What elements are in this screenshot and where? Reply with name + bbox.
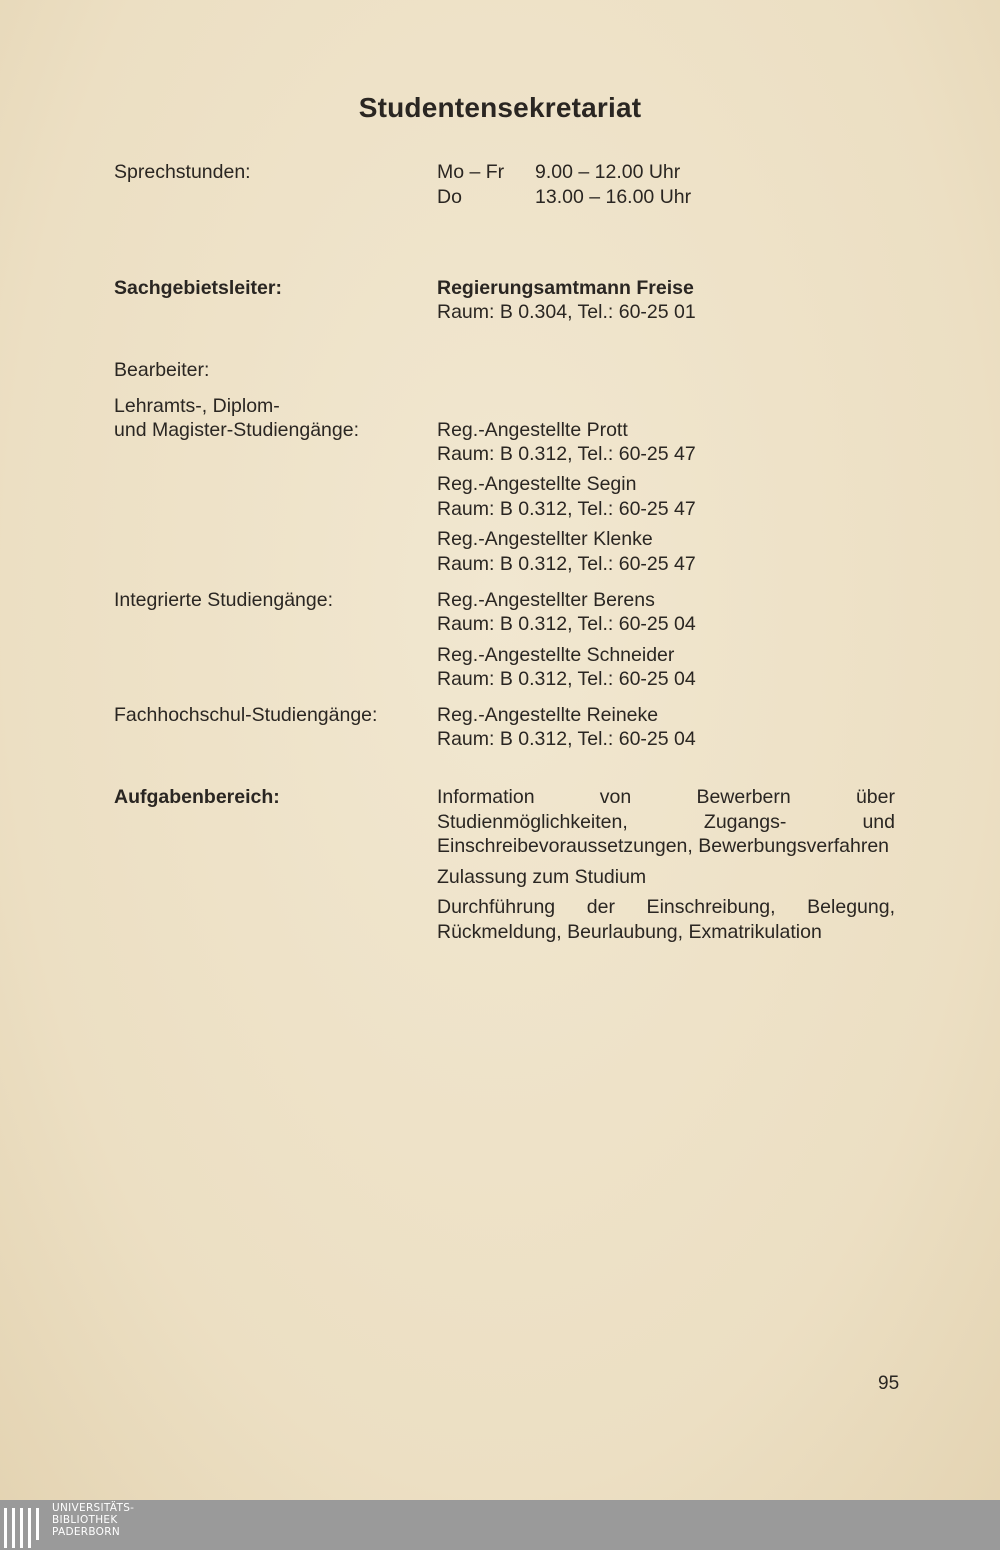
staff-name: Reg.-Angestellter Klenke — [437, 528, 653, 550]
office-hours-time: 9.00 – 12.00 Uhr — [535, 161, 681, 183]
task-item: Durchführung der Einschreibung, Belegung, Rückmeldung, Beurlaubung, Exmatrikulation — [437, 896, 895, 943]
logo-line: UNIVERSITÄTS- — [52, 1502, 135, 1514]
head-label: Sachgebietsleiter: — [114, 277, 282, 299]
group1-label: Lehramts-, Diplom- — [114, 395, 280, 417]
group3-label: Fachhochschul-Studiengänge: — [114, 704, 378, 726]
staff-room: Raum: B 0.312, Tel.: 60-25 04 — [437, 728, 696, 750]
group1-label: und Magister-Studiengänge: — [114, 419, 359, 441]
staff-name: Reg.-Angestellte Prott — [437, 419, 628, 441]
office-hours-row — [437, 185, 691, 210]
office-hours-label: Sprechstunden: — [114, 161, 251, 183]
page-title: Studentensekretariat — [358, 92, 642, 123]
staff-room: Raum: B 0.312, Tel.: 60-25 04 — [437, 668, 696, 690]
tasks-label: Aufgabenbereich: — [114, 786, 280, 808]
staff-room: Raum: B 0.312, Tel.: 60-25 04 — [437, 613, 696, 635]
staff-name: Reg.-Angestellte Schneider — [437, 644, 675, 666]
staff-room: Raum: B 0.312, Tel.: 60-25 47 — [437, 553, 696, 575]
office-hours-time: 13.00 – 16.00 Uhr — [535, 186, 692, 208]
staff-label: Bearbeiter: — [114, 359, 210, 381]
logo-line: PADERBORN — [52, 1526, 120, 1538]
staff-room: Raum: B 0.312, Tel.: 60-25 47 — [437, 498, 696, 520]
tasks-list — [437, 785, 895, 950]
task-item: Information von Bewerbern über Studienmöglichkeiten, Zugangs- und Einschreibevoraussetzungen, Bewerbungsverfahren — [437, 786, 895, 857]
library-logo-text — [52, 1502, 134, 1538]
staff-name: Reg.-Angestellte Reineke — [437, 704, 659, 726]
group2-label: Integrierte Studiengänge: — [114, 589, 333, 611]
office-hours-row — [437, 160, 680, 185]
head-name: Regierungsamtmann Freise — [437, 277, 694, 299]
library-logo-icon — [4, 1504, 48, 1548]
staff-name: Reg.-Angestellter Berens — [437, 589, 655, 611]
office-hours-days: Mo – Fr — [437, 161, 505, 183]
task-item: Zulassung zum Studium — [437, 865, 647, 888]
logo-line: BIBLIOTHEK — [52, 1514, 118, 1526]
library-footer — [0, 1500, 1000, 1550]
staff-room: Raum: B 0.312, Tel.: 60-25 47 — [437, 443, 696, 465]
head-room: Raum: B 0.304, Tel.: 60-25 01 — [437, 301, 696, 323]
office-hours-days: Do — [437, 186, 462, 208]
page-number: 95 — [878, 1373, 900, 1394]
staff-name: Reg.-Angestellte Segin — [437, 473, 637, 495]
